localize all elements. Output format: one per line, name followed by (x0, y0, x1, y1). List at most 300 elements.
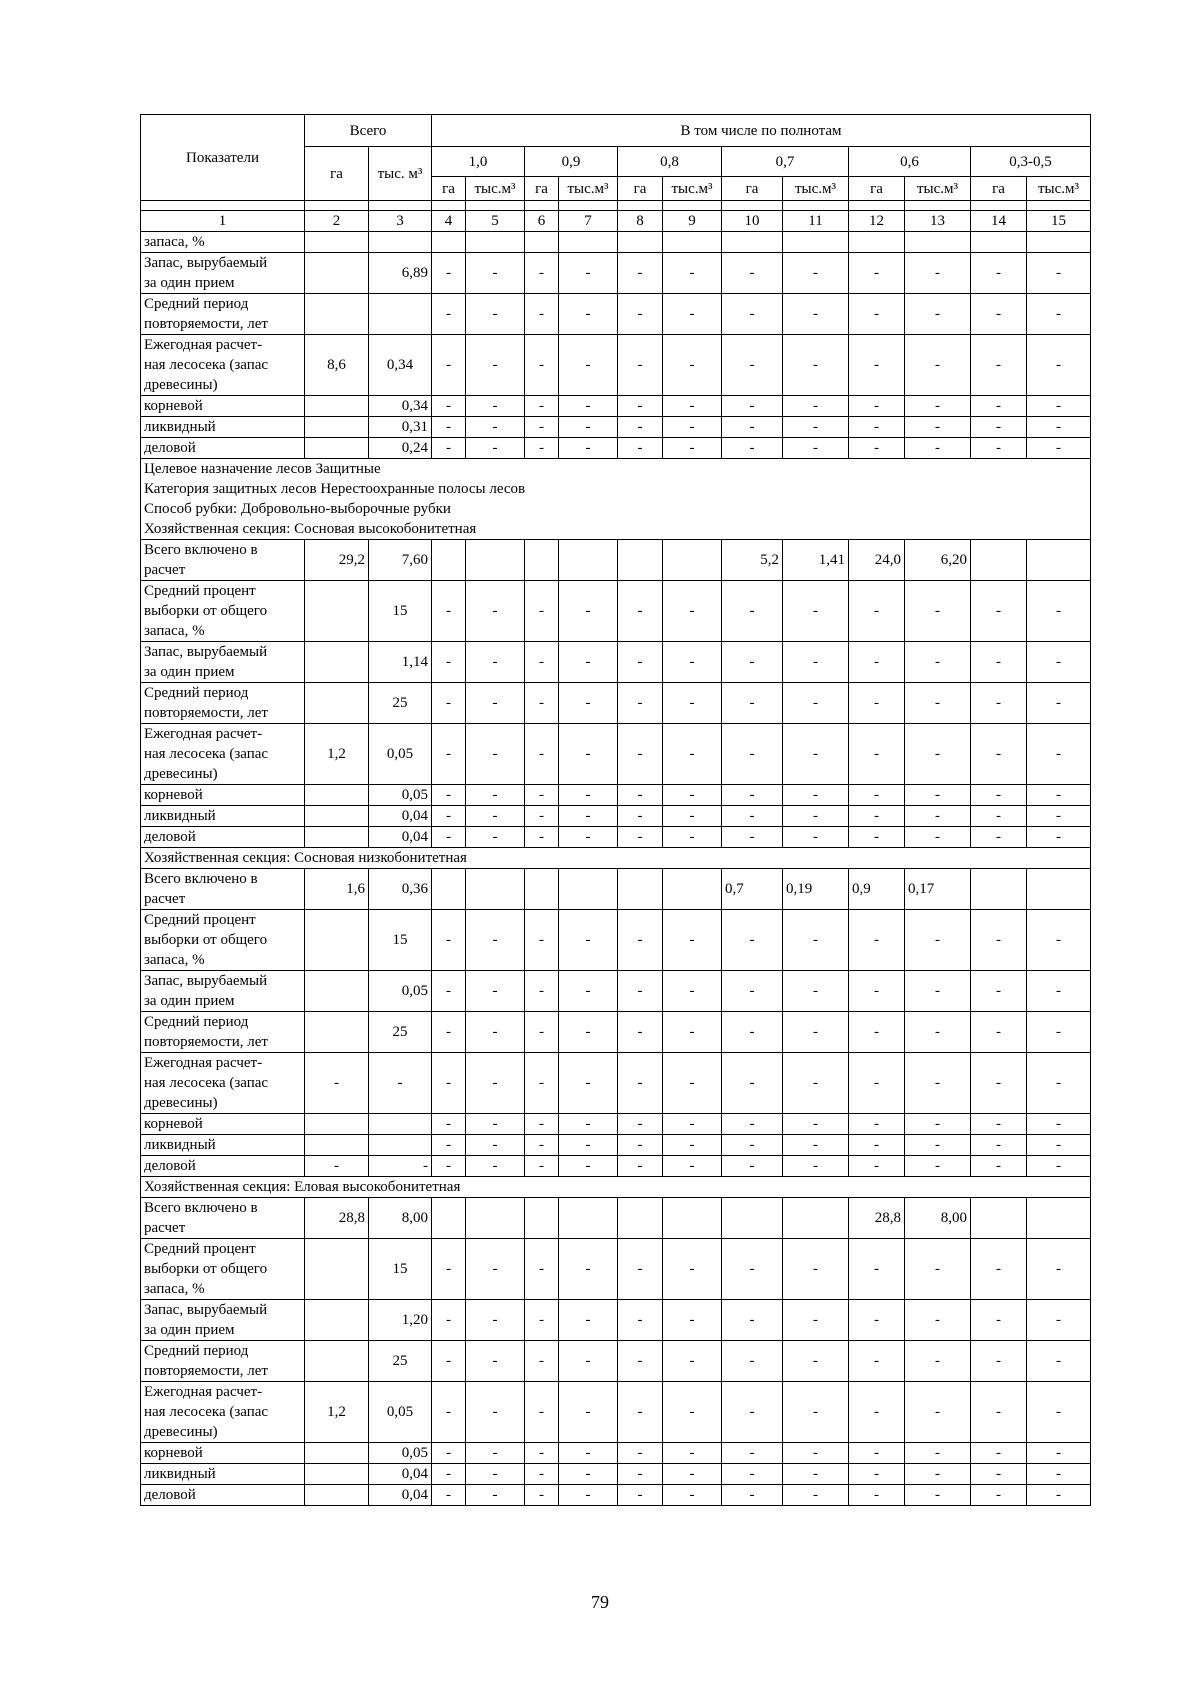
data-cell: - (466, 438, 525, 459)
data-cell: - (849, 971, 905, 1012)
data-cell: - (783, 642, 849, 683)
row-label: Запас, вырубаемый за один прием (141, 642, 305, 683)
row-label: ликвидный (141, 1135, 305, 1156)
data-cell: - (783, 1464, 849, 1485)
row-label: Средний процент выборки от общего запаса, % (141, 910, 305, 971)
header-sub-ga: га (722, 177, 783, 201)
data-cell: - (432, 827, 466, 848)
header-sub-ga: га (525, 177, 559, 201)
data-cell (971, 1198, 1027, 1239)
total-ga-cell: - (305, 1156, 369, 1177)
data-cell: - (663, 827, 722, 848)
total-m3-cell (369, 1114, 432, 1135)
total-m3-cell: 1,20 (369, 1300, 432, 1341)
data-cell: - (849, 785, 905, 806)
data-cell: - (971, 1300, 1027, 1341)
data-cell: - (971, 438, 1027, 459)
data-cell: - (722, 253, 783, 294)
total-ga-cell (305, 1300, 369, 1341)
data-cell: - (905, 806, 971, 827)
row-label: Средний процент выборки от общего запаса, % (141, 1239, 305, 1300)
header-sub-m3: тыс.м³ (466, 177, 525, 201)
data-cell: - (466, 1053, 525, 1114)
data-cell (905, 232, 971, 253)
header-sub-m3: тыс.м³ (783, 177, 849, 201)
data-cell: - (663, 1341, 722, 1382)
data-cell (559, 232, 618, 253)
data-cell: - (466, 253, 525, 294)
data-cell: - (432, 438, 466, 459)
data-cell: - (618, 1114, 663, 1135)
data-cell: - (722, 1382, 783, 1443)
data-cell: - (783, 253, 849, 294)
data-cell: - (559, 1382, 618, 1443)
data-cell: - (905, 724, 971, 785)
data-cell: - (559, 910, 618, 971)
header-indicators: Показатели (141, 115, 305, 201)
data-cell: - (525, 1382, 559, 1443)
data-cell: - (1027, 971, 1091, 1012)
data-cell: - (783, 1300, 849, 1341)
data-cell: - (849, 1300, 905, 1341)
total-ga-cell (305, 294, 369, 335)
data-cell (618, 1198, 663, 1239)
data-cell: - (1027, 1300, 1091, 1341)
data-cell: - (525, 1485, 559, 1506)
row-label: корневой (141, 1114, 305, 1135)
data-cell: - (432, 910, 466, 971)
header-density-3: 0,8 (618, 147, 722, 177)
data-cell: - (722, 417, 783, 438)
data-cell: - (525, 724, 559, 785)
data-cell: - (559, 396, 618, 417)
data-cell: - (466, 827, 525, 848)
data-cell: - (559, 1300, 618, 1341)
data-cell (432, 869, 466, 910)
data-cell: - (559, 253, 618, 294)
data-cell: 6,20 (905, 540, 971, 581)
data-cell: - (432, 1464, 466, 1485)
data-cell: - (1027, 683, 1091, 724)
total-ga-cell: 1,6 (305, 869, 369, 910)
data-cell: - (849, 581, 905, 642)
data-cell: - (525, 1464, 559, 1485)
table-row (141, 1135, 1091, 1156)
data-cell: - (722, 785, 783, 806)
header-sub-m3: тыс.м³ (559, 177, 618, 201)
row-label: Средний период повторяемости, лет (141, 683, 305, 724)
total-m3-cell: 7,60 (369, 540, 432, 581)
spacer-cell (971, 201, 1027, 211)
total-m3-cell: 0,04 (369, 827, 432, 848)
data-cell: - (466, 1382, 525, 1443)
data-cell: - (559, 642, 618, 683)
data-cell: - (618, 1156, 663, 1177)
data-cell: - (722, 1114, 783, 1135)
data-cell: - (525, 396, 559, 417)
total-m3-cell: 25 (369, 683, 432, 724)
row-label: Запас, вырубаемый за один прием (141, 1300, 305, 1341)
data-cell: 0,19 (783, 869, 849, 910)
data-cell: - (663, 335, 722, 396)
data-cell: - (905, 294, 971, 335)
column-number: 11 (783, 211, 849, 232)
data-cell: - (722, 827, 783, 848)
data-cell: - (722, 1443, 783, 1464)
data-cell: - (905, 1464, 971, 1485)
forest-table (140, 114, 1091, 1506)
data-cell: - (722, 642, 783, 683)
data-cell: - (618, 1485, 663, 1506)
data-cell (559, 540, 618, 581)
data-cell: - (849, 1156, 905, 1177)
data-cell: - (663, 438, 722, 459)
column-number: 4 (432, 211, 466, 232)
data-cell: - (525, 683, 559, 724)
data-cell: - (905, 1012, 971, 1053)
total-ga-cell (305, 910, 369, 971)
total-ga-cell (305, 438, 369, 459)
data-cell: - (849, 1135, 905, 1156)
data-cell: 0,17 (905, 869, 971, 910)
table-row (141, 1485, 1091, 1506)
table-row (141, 1239, 1091, 1300)
data-cell (971, 869, 1027, 910)
data-cell: - (618, 438, 663, 459)
data-cell: - (722, 806, 783, 827)
table-row (141, 335, 1091, 396)
row-label: Ежегодная расчет- ная лесосека (запас древесины) (141, 1053, 305, 1114)
column-number: 5 (466, 211, 525, 232)
spacer-cell (305, 201, 369, 211)
data-cell: - (849, 724, 905, 785)
data-cell: - (905, 910, 971, 971)
data-cell: - (905, 1485, 971, 1506)
total-m3-cell: 0,34 (369, 396, 432, 417)
data-cell: - (432, 581, 466, 642)
data-cell: - (432, 971, 466, 1012)
data-cell: - (525, 1156, 559, 1177)
data-cell: - (663, 1485, 722, 1506)
data-cell: - (663, 253, 722, 294)
data-cell: - (525, 785, 559, 806)
data-cell (525, 540, 559, 581)
data-cell (432, 232, 466, 253)
data-cell: - (618, 827, 663, 848)
row-label: Ежегодная расчет- ная лесосека (запас древесины) (141, 335, 305, 396)
total-ga-cell (305, 1485, 369, 1506)
data-cell: - (1027, 724, 1091, 785)
column-number: 6 (525, 211, 559, 232)
row-label: деловой (141, 1156, 305, 1177)
row-label: ликвидный (141, 417, 305, 438)
data-cell: - (618, 1341, 663, 1382)
total-m3-cell: 0,31 (369, 417, 432, 438)
data-cell: - (432, 1135, 466, 1156)
data-cell: - (618, 642, 663, 683)
column-number: 10 (722, 211, 783, 232)
data-cell (525, 869, 559, 910)
header-density-2: 0,9 (525, 147, 618, 177)
data-cell: - (432, 724, 466, 785)
data-cell: - (722, 1156, 783, 1177)
total-ga-cell (305, 642, 369, 683)
row-label: Ежегодная расчет- ная лесосека (запас древесины) (141, 724, 305, 785)
data-cell: - (722, 396, 783, 417)
data-cell (849, 232, 905, 253)
data-cell (663, 540, 722, 581)
data-cell: - (971, 1382, 1027, 1443)
table-row (141, 1464, 1091, 1485)
data-cell: - (905, 1443, 971, 1464)
data-cell: - (432, 1443, 466, 1464)
data-cell (971, 540, 1027, 581)
data-cell: - (432, 1239, 466, 1300)
header-sub-m3: тыс.м³ (905, 177, 971, 201)
data-cell: - (618, 910, 663, 971)
data-cell (722, 1198, 783, 1239)
page-number: 79 (591, 1592, 609, 1612)
data-cell: - (1027, 910, 1091, 971)
data-cell: - (432, 396, 466, 417)
table-row (141, 724, 1091, 785)
total-m3-cell: 15 (369, 910, 432, 971)
data-cell: - (525, 1300, 559, 1341)
spacer-cell (141, 201, 305, 211)
spacer-cell (559, 201, 618, 211)
row-label: Средний процент выборки от общего запаса, % (141, 581, 305, 642)
data-cell (663, 232, 722, 253)
data-cell: - (1027, 1156, 1091, 1177)
total-m3-cell: 0,05 (369, 1443, 432, 1464)
data-cell: - (971, 724, 1027, 785)
total-ga-cell (305, 1114, 369, 1135)
total-m3-cell: - (369, 1053, 432, 1114)
total-ga-cell (305, 1012, 369, 1053)
row-label: деловой (141, 827, 305, 848)
data-cell: - (849, 1341, 905, 1382)
total-ga-cell (305, 1239, 369, 1300)
data-cell (1027, 1198, 1091, 1239)
data-cell: - (849, 438, 905, 459)
data-cell: - (618, 683, 663, 724)
row-label: Всего включено в расчет (141, 540, 305, 581)
total-ga-cell (305, 1464, 369, 1485)
data-cell: - (849, 294, 905, 335)
data-cell: - (432, 785, 466, 806)
data-cell (1027, 232, 1091, 253)
data-cell: - (971, 1053, 1027, 1114)
total-m3-cell: 6,89 (369, 253, 432, 294)
data-cell: - (559, 1135, 618, 1156)
data-cell: 1,41 (783, 540, 849, 581)
total-m3-cell: 25 (369, 1341, 432, 1382)
data-cell: - (618, 1382, 663, 1443)
data-cell: - (849, 1012, 905, 1053)
data-cell (1027, 540, 1091, 581)
data-cell (618, 232, 663, 253)
data-cell: - (971, 253, 1027, 294)
data-cell: - (466, 294, 525, 335)
table-row (141, 396, 1091, 417)
data-cell: - (783, 683, 849, 724)
data-cell: - (783, 1012, 849, 1053)
data-cell: - (722, 683, 783, 724)
data-cell: - (905, 1341, 971, 1382)
data-cell (1027, 869, 1091, 910)
data-cell (432, 1198, 466, 1239)
column-number: 7 (559, 211, 618, 232)
data-cell: - (971, 335, 1027, 396)
data-cell: - (722, 1012, 783, 1053)
header-density-4: 0,7 (722, 147, 849, 177)
spacer-cell (849, 201, 905, 211)
data-cell: - (1027, 1443, 1091, 1464)
data-cell: - (783, 1341, 849, 1382)
data-cell: - (663, 910, 722, 971)
data-cell: - (722, 1464, 783, 1485)
total-ga-cell (305, 1135, 369, 1156)
data-cell: - (783, 910, 849, 971)
data-cell: - (1027, 1382, 1091, 1443)
data-cell (722, 232, 783, 253)
data-cell: - (971, 1114, 1027, 1135)
spacer-cell (1027, 201, 1091, 211)
data-cell: - (663, 1012, 722, 1053)
data-cell: - (783, 1114, 849, 1135)
data-cell: - (663, 1382, 722, 1443)
data-cell: - (663, 785, 722, 806)
data-cell: - (849, 1114, 905, 1135)
row-label: деловой (141, 438, 305, 459)
data-cell: - (971, 1135, 1027, 1156)
data-cell: - (432, 642, 466, 683)
spacer-cell (663, 201, 722, 211)
data-cell: - (466, 971, 525, 1012)
total-m3-cell: - (369, 1156, 432, 1177)
table-row (141, 581, 1091, 642)
data-cell: - (783, 417, 849, 438)
row-label: Средний период повторяемости, лет (141, 1012, 305, 1053)
data-cell: - (722, 1300, 783, 1341)
data-cell: - (1027, 1239, 1091, 1300)
data-cell: - (1027, 1053, 1091, 1114)
spacer-cell (618, 201, 663, 211)
data-cell: - (783, 1443, 849, 1464)
total-m3-cell: 8,00 (369, 1198, 432, 1239)
data-cell: - (1027, 335, 1091, 396)
total-ga-cell: 8,6 (305, 335, 369, 396)
data-cell: - (559, 1053, 618, 1114)
data-cell: - (783, 724, 849, 785)
header-row-1 (141, 115, 1091, 147)
section-title: Хозяйственная секция: Сосновая низкобонитетная (141, 848, 1091, 869)
data-cell: - (722, 1053, 783, 1114)
total-ga-cell: 1,2 (305, 1382, 369, 1443)
total-ga-cell (305, 396, 369, 417)
data-cell: - (722, 910, 783, 971)
data-cell: - (905, 827, 971, 848)
data-cell: - (618, 417, 663, 438)
data-cell: - (466, 1464, 525, 1485)
data-cell: - (663, 1239, 722, 1300)
data-cell: - (849, 642, 905, 683)
data-cell: - (525, 1012, 559, 1053)
column-number: 2 (305, 211, 369, 232)
data-cell: - (905, 683, 971, 724)
total-ga-cell (305, 827, 369, 848)
data-cell: - (466, 910, 525, 971)
data-cell: - (525, 642, 559, 683)
data-cell: - (849, 335, 905, 396)
table-row (141, 806, 1091, 827)
data-cell: - (663, 806, 722, 827)
data-cell: - (525, 417, 559, 438)
data-cell: - (905, 785, 971, 806)
row-label: ликвидный (141, 806, 305, 827)
data-cell: 8,00 (905, 1198, 971, 1239)
data-cell: - (663, 1135, 722, 1156)
spacer-cell (369, 201, 432, 211)
data-cell: - (466, 785, 525, 806)
data-cell: - (663, 1464, 722, 1485)
data-cell: - (432, 1053, 466, 1114)
data-cell: 28,8 (849, 1198, 905, 1239)
data-cell: - (971, 1464, 1027, 1485)
data-cell: - (466, 724, 525, 785)
data-cell: - (783, 294, 849, 335)
data-cell: - (722, 438, 783, 459)
data-cell: - (618, 1443, 663, 1464)
total-m3-cell: 0,34 (369, 335, 432, 396)
data-cell: - (905, 581, 971, 642)
data-cell: - (849, 396, 905, 417)
data-cell: - (618, 1239, 663, 1300)
section-title-row (141, 848, 1091, 869)
table-row (141, 253, 1091, 294)
data-cell: - (663, 294, 722, 335)
row-label: Ежегодная расчет- ная лесосека (запас древесины) (141, 1382, 305, 1443)
data-cell: - (618, 335, 663, 396)
data-cell: - (1027, 294, 1091, 335)
data-cell: - (618, 1464, 663, 1485)
section-title: Хозяйственная секция: Еловая высокобонитетная (141, 1177, 1091, 1198)
data-cell: - (663, 971, 722, 1012)
data-cell: - (722, 1239, 783, 1300)
data-cell: - (722, 971, 783, 1012)
data-cell: - (525, 827, 559, 848)
spacer-cell (722, 201, 783, 211)
total-m3-cell: 0,05 (369, 1382, 432, 1443)
header-sub-m3: тыс.м³ (663, 177, 722, 201)
total-m3-cell: 0,36 (369, 869, 432, 910)
data-cell: - (905, 1382, 971, 1443)
data-cell: - (971, 1443, 1027, 1464)
info-block: Целевое назначение лесов Защитные Категория защитных лесов Нерестоохранные полосы лесов Способ рубки: Добровольно-выборочные рубки Хозяйственная секция: Сосновая высокобонитетная (141, 459, 1091, 540)
total-ga-cell (305, 683, 369, 724)
data-cell: - (466, 1239, 525, 1300)
data-cell: - (663, 724, 722, 785)
data-cell: 0,7 (722, 869, 783, 910)
data-cell: - (663, 396, 722, 417)
row-label: Запас, вырубаемый за один прием (141, 253, 305, 294)
table-row (141, 910, 1091, 971)
data-cell: - (1027, 1012, 1091, 1053)
data-cell: - (663, 1114, 722, 1135)
data-cell: - (466, 806, 525, 827)
data-cell: - (559, 581, 618, 642)
data-cell: - (559, 1443, 618, 1464)
